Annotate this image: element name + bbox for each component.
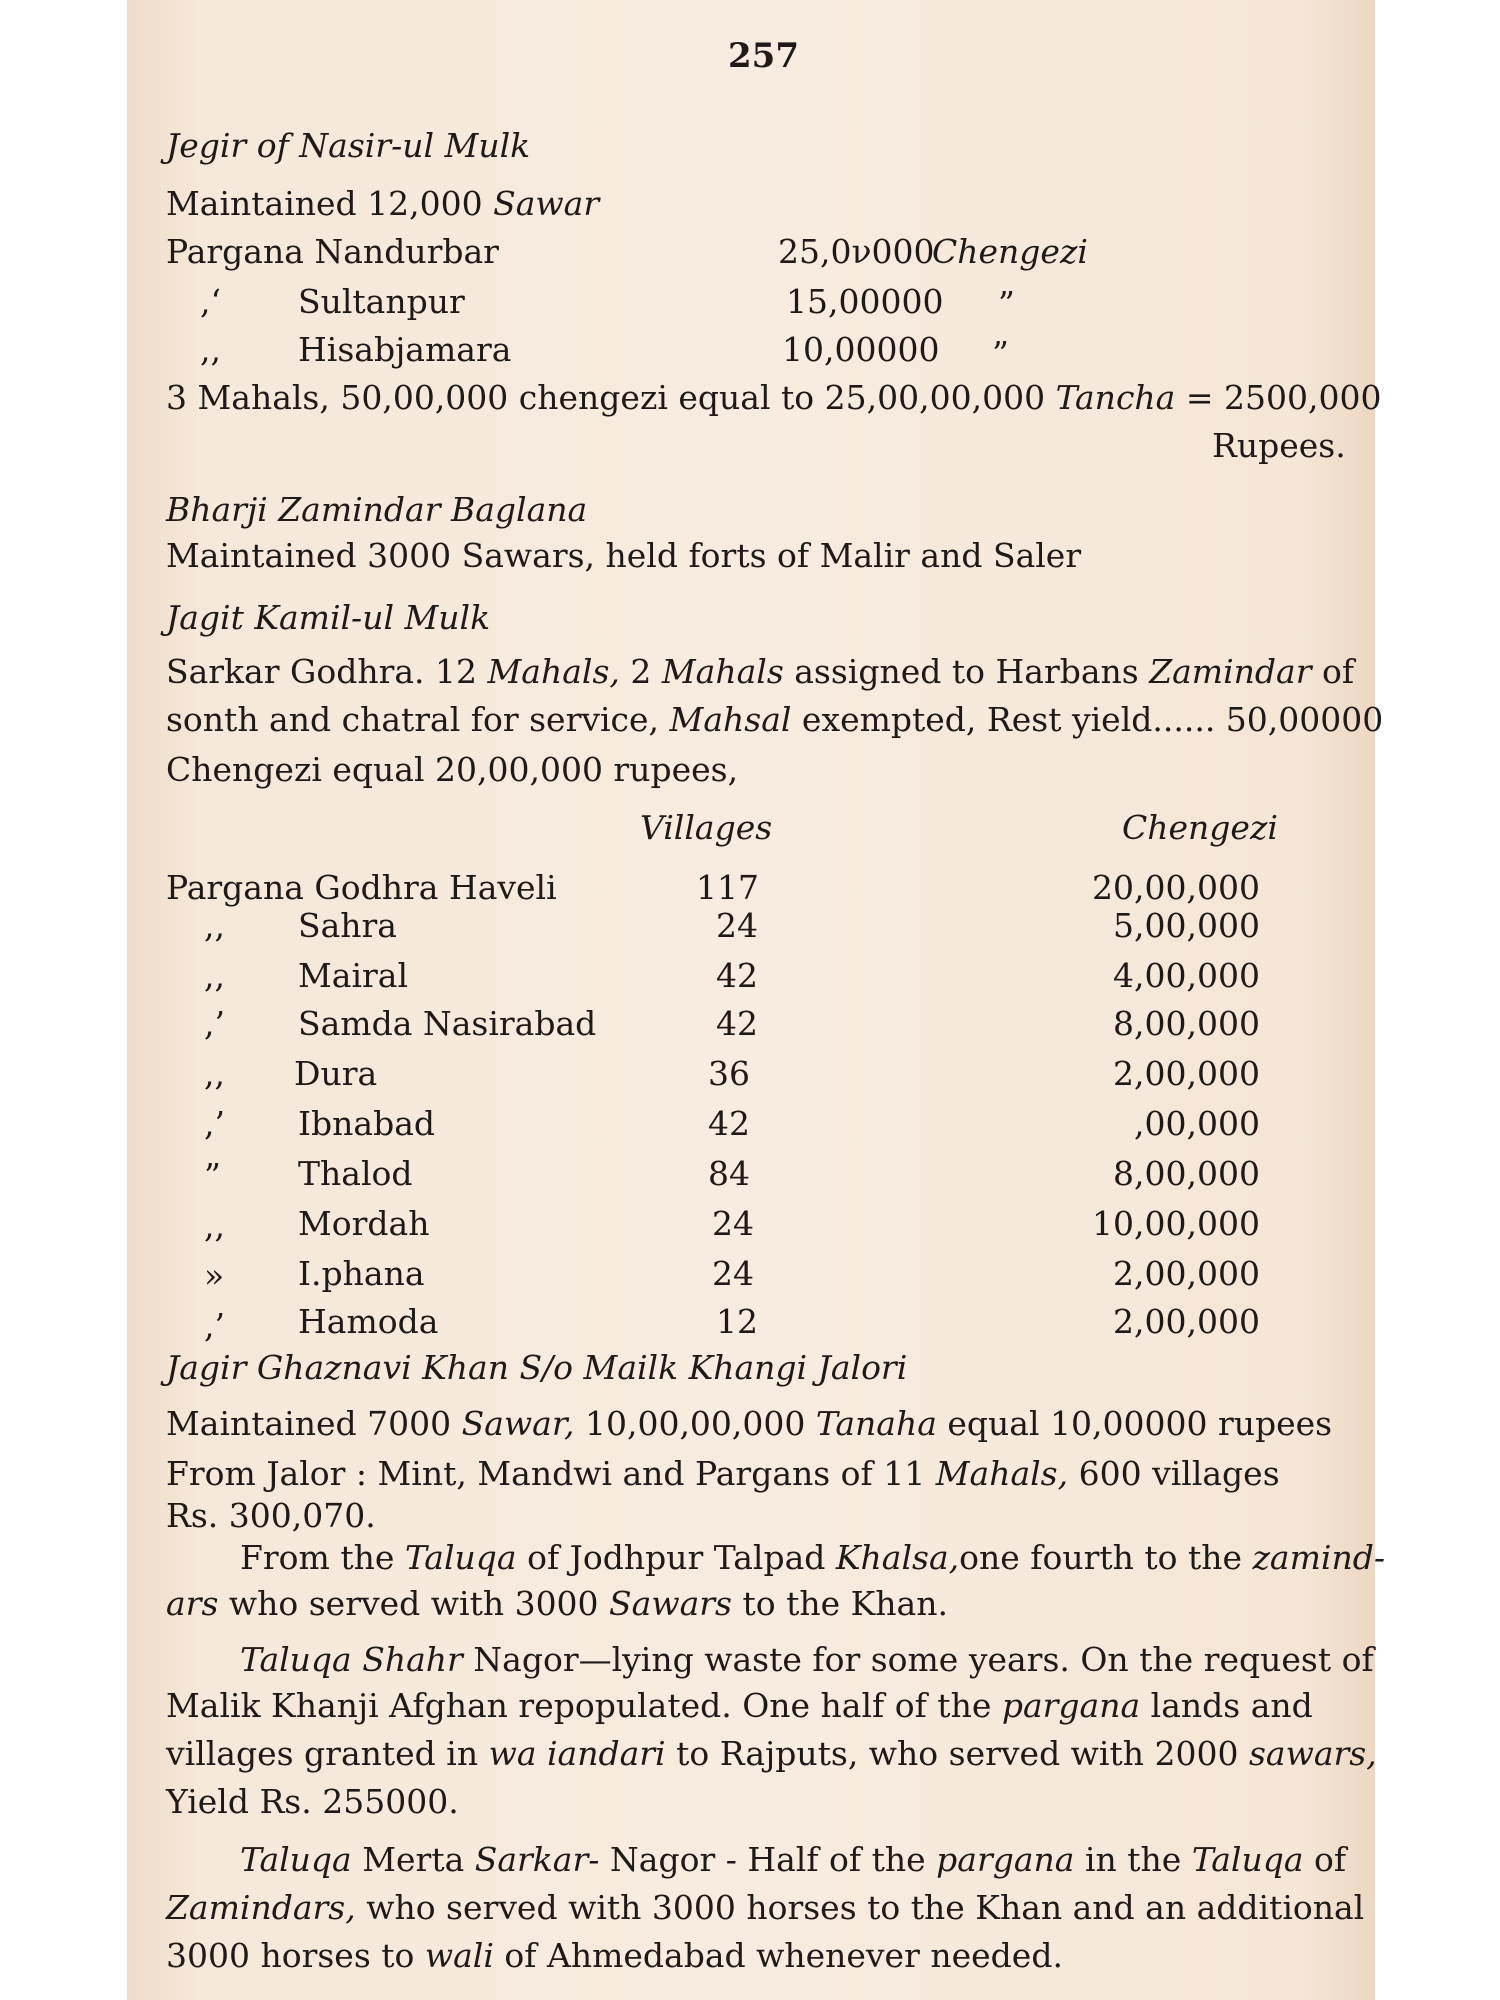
section-body: Maintained 3000 Sawars, held forts of Malir and Saler	[166, 536, 1082, 575]
row-villages: 12	[716, 1302, 758, 1341]
row-chengezi: 8,00,000	[1113, 1004, 1260, 1043]
paragraph-line: Sarkar Godhra. 12 Mahals, 2 Mahals assigned to Harbans Zamindar of	[166, 652, 1355, 691]
row-chengezi: 8,00,000	[1113, 1154, 1260, 1193]
paragraph-line: Malik Khanji Afghan repopulated. One half of the pargana lands and	[166, 1686, 1313, 1725]
row-villages: 24	[712, 1254, 754, 1293]
row-villages: 42	[708, 1104, 750, 1143]
section-heading-kamil-ul-mulk: Jagit Kamil-ul Mulk	[166, 598, 491, 637]
total-line: 3 Mahals, 50,00,000 chengezi equal to 25,00,00,000 Tancha = 2500,000	[166, 378, 1382, 417]
paragraph-line: Taluqa Merta Sarkar- Nagor - Half of the pargana in the Taluqa of	[240, 1840, 1347, 1879]
row-name: Hisabjamara	[298, 330, 512, 369]
row-chengezi: 2,00,000	[1113, 1302, 1260, 1341]
paragraph-line: 3000 horses to wali of Ahmedabad whenever needed.	[166, 1936, 1063, 1975]
row-name: Ibnabad	[298, 1104, 436, 1143]
row-mark: ,,	[204, 956, 225, 995]
section-heading-bharji: Bharji Zamindar Baglana	[166, 490, 588, 529]
paragraph-line: Rs. 300,070.	[166, 1496, 376, 1535]
row-villages: 36	[708, 1054, 750, 1093]
row-villages: 42	[716, 956, 758, 995]
maintained-line: Maintained 12,000 Sawar	[166, 184, 600, 223]
row-mark: ”	[204, 1156, 221, 1195]
page-number: 257	[728, 36, 799, 76]
row-chengezi: 5,00,000	[1113, 906, 1260, 945]
total-rupees: Rupees.	[1212, 426, 1346, 465]
row-villages: 24	[716, 906, 758, 945]
row-amount: 25,0ν000	[778, 232, 935, 271]
paragraph-line: From Jalor : Mint, Mandwi and Pargans of 11 Mahals, 600 villages	[166, 1454, 1280, 1493]
row-mark: ,,	[204, 906, 225, 945]
row-villages: 42	[716, 1004, 758, 1043]
paragraph-line: ars who served with 3000 Sawars to the Khan.	[166, 1584, 948, 1623]
section-heading-ghaznavi-khan: Jagir Ghaznavi Khan S/o Mailk Khangi Jalori	[166, 1348, 908, 1387]
row-amount: 15,00000	[786, 282, 944, 321]
row-mark: ,‘	[200, 282, 221, 321]
paragraph-line: Yield Rs. 255000.	[166, 1782, 459, 1821]
row-name: Dura	[294, 1054, 378, 1093]
row-amount: 10,00000	[782, 330, 940, 369]
row-mark: ,,	[204, 1054, 225, 1093]
row-chengezi: 2,00,000	[1113, 1054, 1260, 1093]
paragraph-line: Taluqa Shahr Nagor—lying waste for some years. On the request of	[240, 1640, 1374, 1679]
row-mark: ,’	[204, 1004, 225, 1043]
row-name: Sahra	[298, 906, 397, 945]
row-chengezi: ,00,000	[1134, 1104, 1260, 1143]
row-chengezi: 4,00,000	[1113, 956, 1260, 995]
row-name: Mordah	[298, 1204, 430, 1243]
row-mark: »	[204, 1256, 225, 1295]
row-name: Samda Nasirabad	[298, 1004, 597, 1043]
row-mark: ,’	[204, 1104, 225, 1143]
row-name: I.phana	[298, 1254, 425, 1293]
row-chengezi: 2,00,000	[1113, 1254, 1260, 1293]
paragraph-line: Maintained 7000 Sawar, 10,00,00,000 Tanaha equal 10,00000 rupees	[166, 1404, 1333, 1443]
row-name: Hamoda	[298, 1302, 439, 1341]
paragraph-line: Chengezi equal 20,00,000 rupees,	[166, 750, 739, 789]
paragraph-line: From the Taluqa of Jodhpur Talpad Khalsa,one fourth to the zamind-	[240, 1538, 1385, 1577]
section-heading-nasir-ul-mulk: Jegir of Nasir-ul Mulk	[166, 126, 531, 165]
paragraph-line: villages granted in wa iandari to Rajputs, who served with 2000 sawars,	[166, 1734, 1377, 1773]
row-name: Sultanpur	[298, 282, 465, 321]
row-villages: 24	[712, 1204, 754, 1243]
row-chengezi: 20,00,000	[1092, 868, 1260, 907]
row-unit: ”	[998, 284, 1015, 323]
paragraph-line: Zamindars, who served with 3000 horses to the Khan and an additional	[166, 1888, 1365, 1927]
row-mark: ,,	[204, 1206, 225, 1245]
row-villages: 117	[696, 868, 759, 907]
row-mark: ,’	[204, 1306, 225, 1345]
row-villages: 84	[708, 1154, 750, 1193]
column-header-villages: Villages	[640, 808, 773, 847]
paragraph-line: sonth and chatral for service, Mahsal exempted, Rest yield...... 50,00000	[166, 700, 1384, 739]
column-header-chengezi: Chengezi	[1122, 808, 1278, 847]
row-name: Pargana Nandurbar	[166, 232, 499, 271]
row-name: Pargana Godhra Haveli	[166, 868, 557, 907]
row-name: Thalod	[298, 1154, 413, 1193]
row-mark: ,,	[200, 330, 221, 369]
row-chengezi: 10,00,000	[1092, 1204, 1260, 1243]
row-unit: ”	[992, 334, 1009, 373]
row-unit: Chengezi	[932, 232, 1088, 271]
row-name: Mairal	[298, 956, 409, 995]
